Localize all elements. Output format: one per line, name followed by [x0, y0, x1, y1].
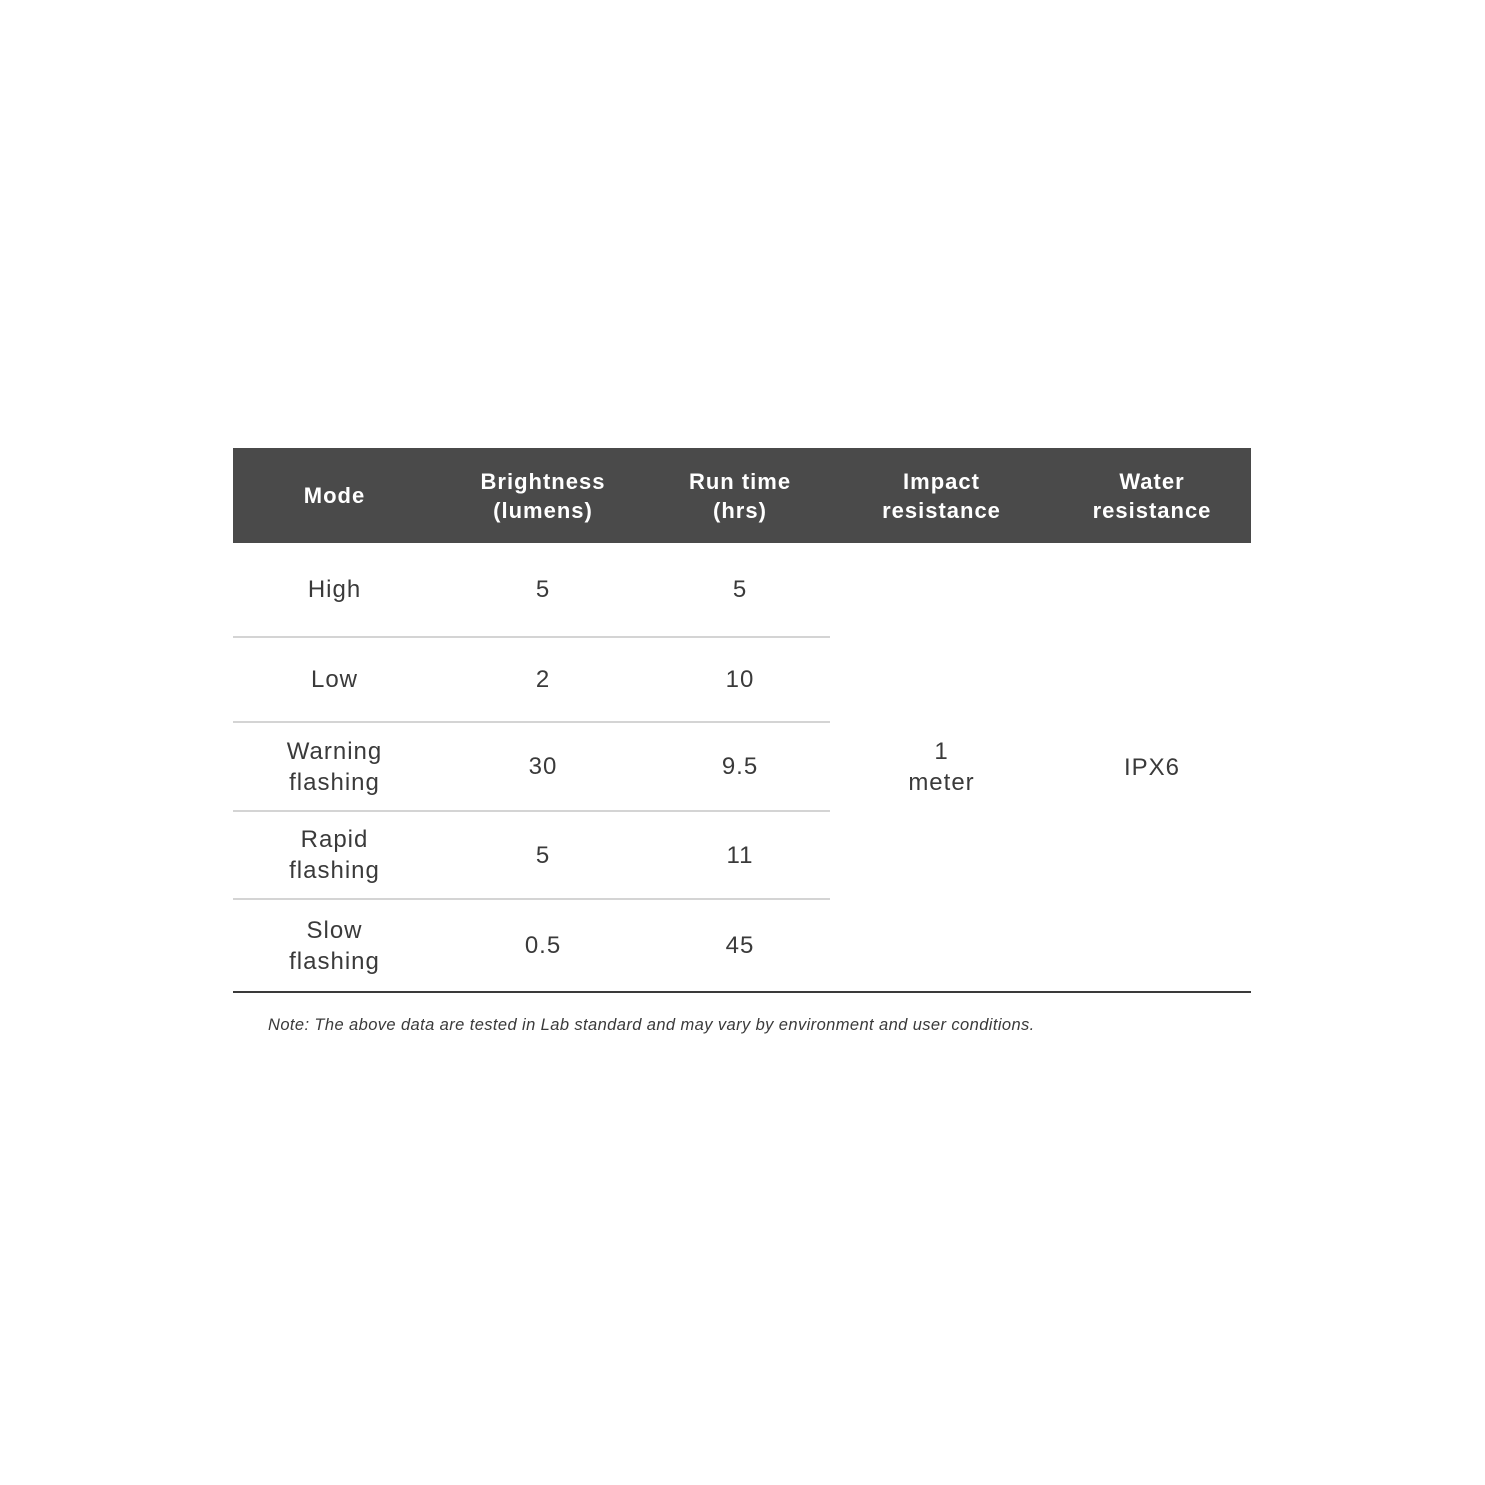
cell-runtime: 11	[650, 811, 830, 899]
table-body	[233, 543, 1251, 992]
cell-mode: Rapid flashing	[233, 811, 436, 899]
cell-brightness: 5	[436, 811, 650, 899]
cell-runtime: 9.5	[650, 722, 830, 811]
footnote: Note: The above data are tested in Lab standard and may vary by environment and user conditions.	[268, 1016, 1035, 1034]
table-header	[233, 448, 1251, 543]
table-row	[233, 543, 1251, 637]
spec-table	[233, 448, 1251, 993]
cell-brightness: 2	[436, 637, 650, 722]
header-water-resistance: Water resistance	[1092, 468, 1212, 523]
cell-mode: Low	[233, 637, 436, 722]
cell-brightness: 5	[436, 543, 650, 637]
header-mode: Mode	[303, 483, 366, 508]
header-row	[233, 448, 1251, 543]
header-runtime: Run time (hrs)	[688, 468, 792, 523]
cell-mode: Warning flashing	[233, 722, 436, 811]
cell-runtime: 45	[650, 899, 830, 992]
cell-mode: Slow flashing	[233, 899, 436, 992]
cell-brightness: 30	[436, 722, 650, 811]
cell-runtime: 5	[650, 543, 830, 637]
header-impact-resistance: Impact resistance	[882, 468, 1001, 523]
cell-runtime: 10	[650, 637, 830, 722]
header-brightness: Brightness (lumens)	[480, 468, 606, 523]
cell-water-resistance: IPX6	[1053, 543, 1251, 992]
cell-impact-resistance: 1 meter	[830, 543, 1053, 992]
cell-mode: High	[233, 543, 436, 637]
cell-brightness: 0.5	[436, 899, 650, 992]
